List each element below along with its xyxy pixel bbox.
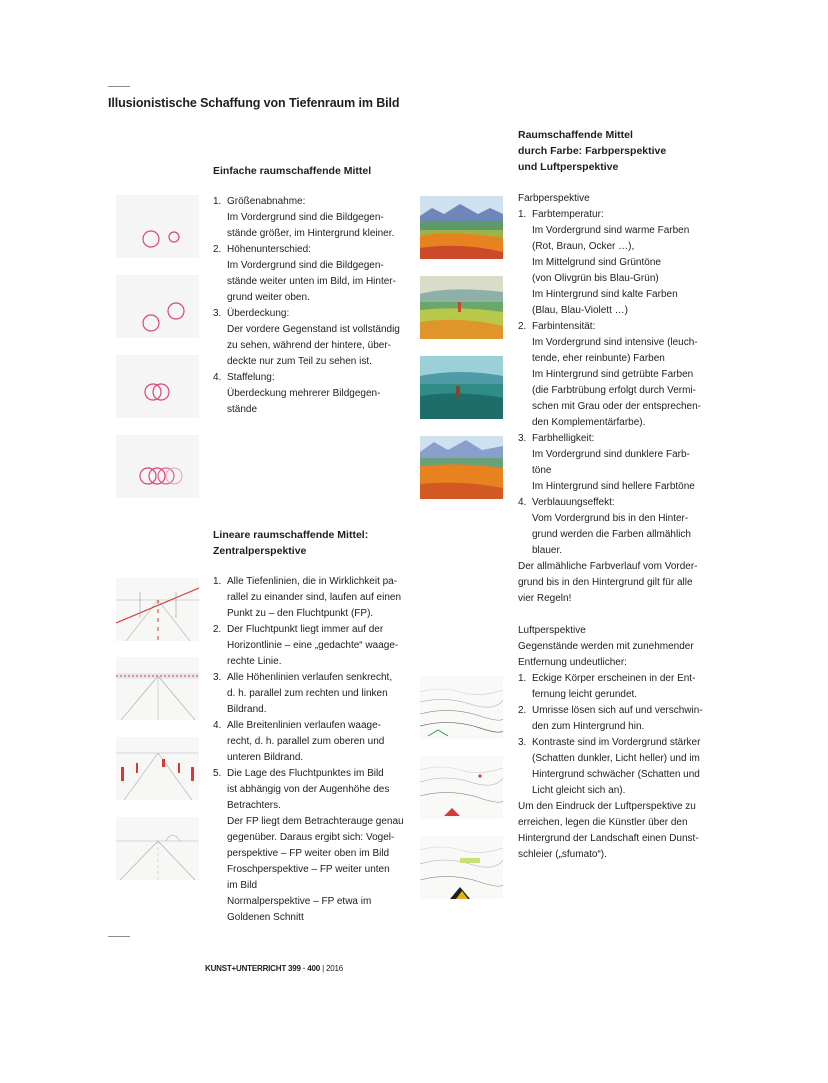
list-item: 1. Farbtemperatur: Im Vordergrund sind warme Farben (Rot, Braun, Ocker …), Im Mittelgrund sind Grüntöne (von Olivgrün bis Blau-Grün) Im Hintergrund sind kalte Farben (Blau, Blau-Violett …) [518,209,690,316]
list-item: 2. Farbintensität: Im Vordergrund sind intensive (leuch- tende, eher reinbunte) Farben Im Hintergrund sind getrübte Farben (die Farbtrübung erfolgt durch Vermi- schen mit Grau oder der entsprechen- den Komplementärfarbe). [518,321,701,428]
circle-thumb-size [116,195,199,258]
luft-list [518,671,718,799]
list-item: 2. Der Fluchtpunkt liegt immer auf der Horizontlinie – eine „gedachte“ waage- rechte Linie. [213,624,399,667]
page-title: Illusionistische Schaffung von Tiefenraum im Bild [108,96,400,110]
line-drawing-3 [420,836,503,899]
list-item: 4. Alle Breitenlinien verlaufen waage- recht, d. h. parallel zum oberen und unteren Bildrand. [213,720,385,763]
linear-heading: Lineare raumschaffende Mittel: Zentralperspektive [213,529,369,557]
simple-heading: Einfache raumschaffende Mittel [213,165,372,177]
landscape-painting-2 [420,276,503,339]
landscape-painting-3 [420,356,503,419]
perspective-thumb-4 [116,817,199,880]
circle-thumb-height [116,275,199,338]
farb-list [518,207,718,559]
luft-summary: Um den Eindruck der Luftperspektive zu erreichen, legen die Künstler über den Hintergrund der Landschaft einen Dunst- schleier („sfumato“). [518,801,699,860]
footer-separator: | [322,964,324,973]
list-item: 3. Kontraste sind im Vordergrund stärker (Schatten dunkler, Licht heller) und im Hintergrund schwächer (Schatten und Licht gleicht sich an). [518,737,701,796]
linear-list [213,574,413,926]
list-item: 1. Größenabnahme: Im Vordergrund sind die Bildgegen- stände größer, im Hintergrund kleiner. [213,196,395,239]
simple-list [213,194,413,418]
circle-thumb-overlap [116,355,199,418]
footer-year: 2016 [326,964,344,973]
farb-heading: Farbperspektive [518,193,590,204]
list-item: 3. Farbhelligkeit: Im Vordergrund sind dunklere Farb- töne Im Hintergrund sind hellere Farbtöne [518,433,695,492]
list-item: 3. Überdeckung: Der vordere Gegenstand ist vollständig zu sehen, während der hintere, über- deckte nur zum Teil zu sehen ist. [213,308,400,367]
circle-thumb-staggering [116,435,199,498]
line-drawing-1 [420,676,503,739]
list-item: 1. Alle Tiefenlinien, die in Wirklichkeit pa- rallel zu einander sind, laufen auf einen Punkt zu – den Fluchtpunkt (FP). [213,576,402,619]
luft-heading: Luftperspektive [518,625,586,636]
perspective-thumb-2 [116,657,199,720]
list-item: 2. Umrisse lösen sich auf und verschwin- den zum Hintergrund hin. [518,705,703,732]
list-item: 2. Höhenunterschied: Im Vordergrund sind die Bildgegen- stände weiter unten im Bild, im Hinter- grund weiter oben. [213,244,396,303]
farb-section [518,191,718,863]
list-item: 4. Verblauungseffekt: Vom Vordergrund bis in den Hinter- grund werden die Farben allmählich blauer. [518,497,691,556]
bottom-rule [108,936,130,937]
perspective-thumb-1 [116,578,199,641]
page-footer [205,964,343,973]
farb-summary: Der allmähliche Farbverlauf vom Vorder- grund bis in den Hintergrund gilt für alle vier Regeln! [518,561,698,604]
color-heading: Raumschaffende Mittel durch Farbe: Farbperspektive und Luftperspektive [518,129,667,173]
perspective-thumb-3 [116,737,199,800]
list-item: 5. Die Lage des Fluchtpunktes im Bild ist abhängig von der Augenhöhe des Betrachters. Der FP liegt dem Betrachterauge genau gegenüber. Daraus ergibt sich: Vogel- perspektive – FP weiter oben im Bild Froschperspektive – FP weiter unten im Bild Normalperspektive – FP etwa im Goldenen Schnitt [213,768,404,923]
footer-magazine: KUNST+UNTERRICHT 399 · 400 [205,964,321,973]
landscape-painting-1 [420,196,503,259]
luft-intro: Gegenstände werden mit zunehmender Entfernung undeutlicher: [518,641,694,668]
line-drawing-2 [420,756,503,819]
list-item: 3. Alle Höhenlinien verlaufen senkrecht, d. h. parallel zum rechten und linken Bildrand. [213,672,393,715]
top-rule [108,86,130,87]
landscape-painting-4 [420,436,503,499]
list-item: 4. Staffelung: Überdeckung mehrerer Bildgegen- stände [213,372,381,415]
list-item: 1. Eckige Körper erscheinen in der Ent- fernung leicht gerundet. [518,673,696,700]
